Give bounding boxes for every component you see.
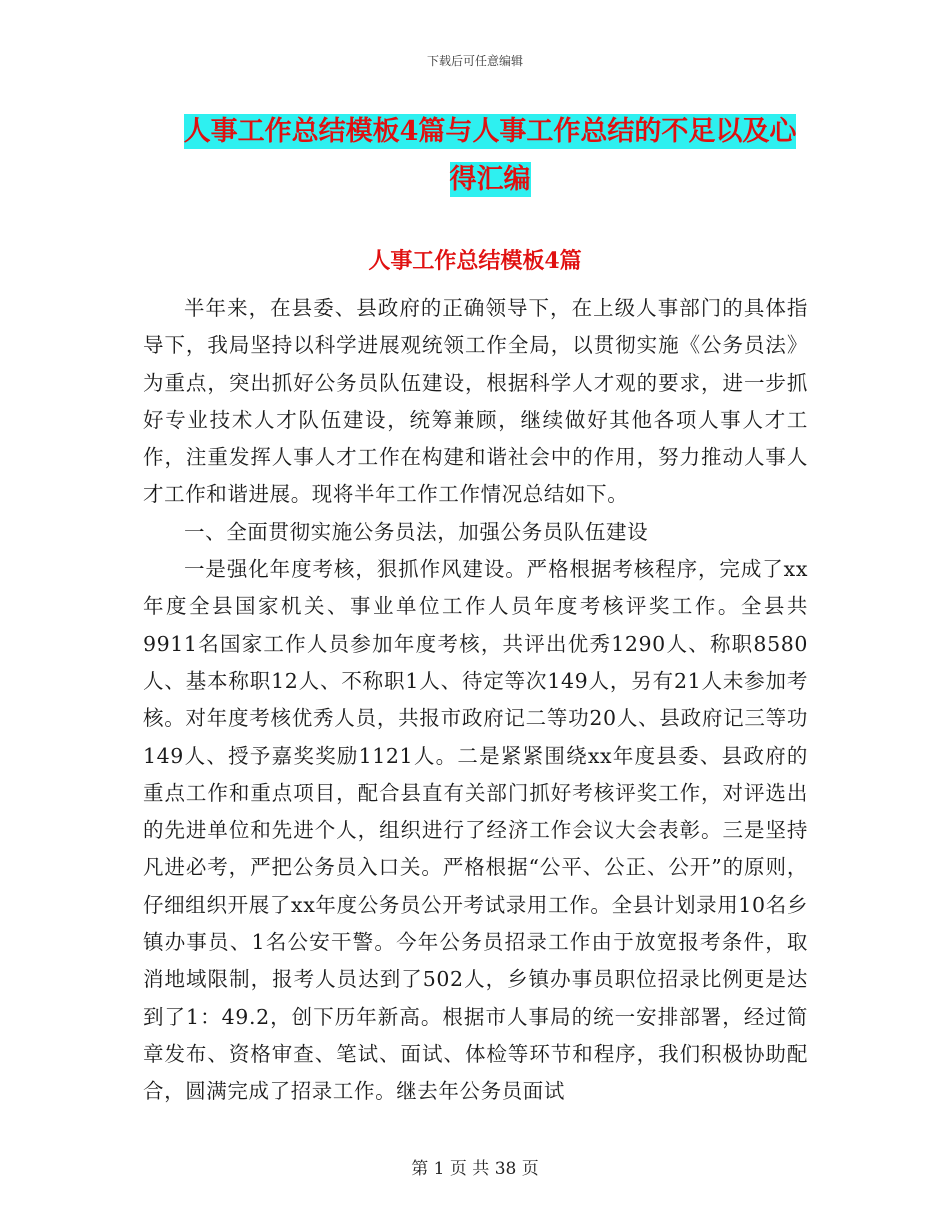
document-body bbox=[143, 290, 808, 1111]
document-title bbox=[140, 108, 840, 204]
page-footer: 第 1 页 共 38 页 bbox=[411, 1159, 539, 1179]
title-line-1: 人事工作总结模板4篇与人事工作总结的不足以及心 bbox=[183, 116, 797, 147]
header-note: 下载后可任意编辑 bbox=[426, 54, 523, 68]
paragraph-intro: 半年来，在县委、县政府的正确领导下，在上级人事部门的具体指导下，我局坚持以科学进展观统领工作全局，以贯彻实施《公务员法》为重点，突出抓好公务员队伍建设，根据科学人才观的要求，进一步抓好专业技术人才队伍建设，统筹兼顾，继续做好其他各项人事人才工作，注重发挥人事人才工作在构建和谐社会中的作用，努力推动人事人才工作和谐进展。现将半年工作工作情况总结如下。 bbox=[143, 296, 808, 507]
paragraph-heading: 一、全面贯彻实施公务员法，加强公务员队伍建设 bbox=[184, 519, 649, 544]
section-title: 人事工作总结模板4篇 bbox=[368, 248, 582, 274]
title-line-2: 得汇编 bbox=[449, 164, 531, 195]
paragraph-details: 一是强化年度考核，狠抓作风建设。严格根据考核程序，完成了xx年度全县国家机关、事业单位工作人员年度考核评奖工作。全县共9911名国家工作人员参加年度考核，共评出优秀1290人、称职8580人、基本称职12人、不称职1人、待定等次149人，另有21人未参加考核。对年度考核优秀人员，共报市政府记二等功20人、县政府记三等功149人、授予嘉奖奖励1121人。二是紧紧围绕xx年度县委、县政府的重点工作和重点项目，配合县直有关部门抓好考核评奖工作，对评选出的先进单位和先进个人，组织进行了经济工作会议大会表彰。三是坚持凡进必考，严把公务员入口关。严格根据“公平、公正、公开”的原则，仔细组织开展了xx年度公务员公开考试录用工作。全县计划录用10名乡镇办事员、1名公安干警。今年公务员招录工作由于放宽报考条件，取消地域限制，报考人员达到了502人，乡镇办事员职位招录比例更是达到了1：49.2，创下历年新高。根据市人事局的统一安排部署，经过简章发布、资格审查、笔试、面试、体检等环节和程序，我们积极协助配合，圆满完成了招录工作。继去年公务员面试 bbox=[143, 557, 808, 1104]
